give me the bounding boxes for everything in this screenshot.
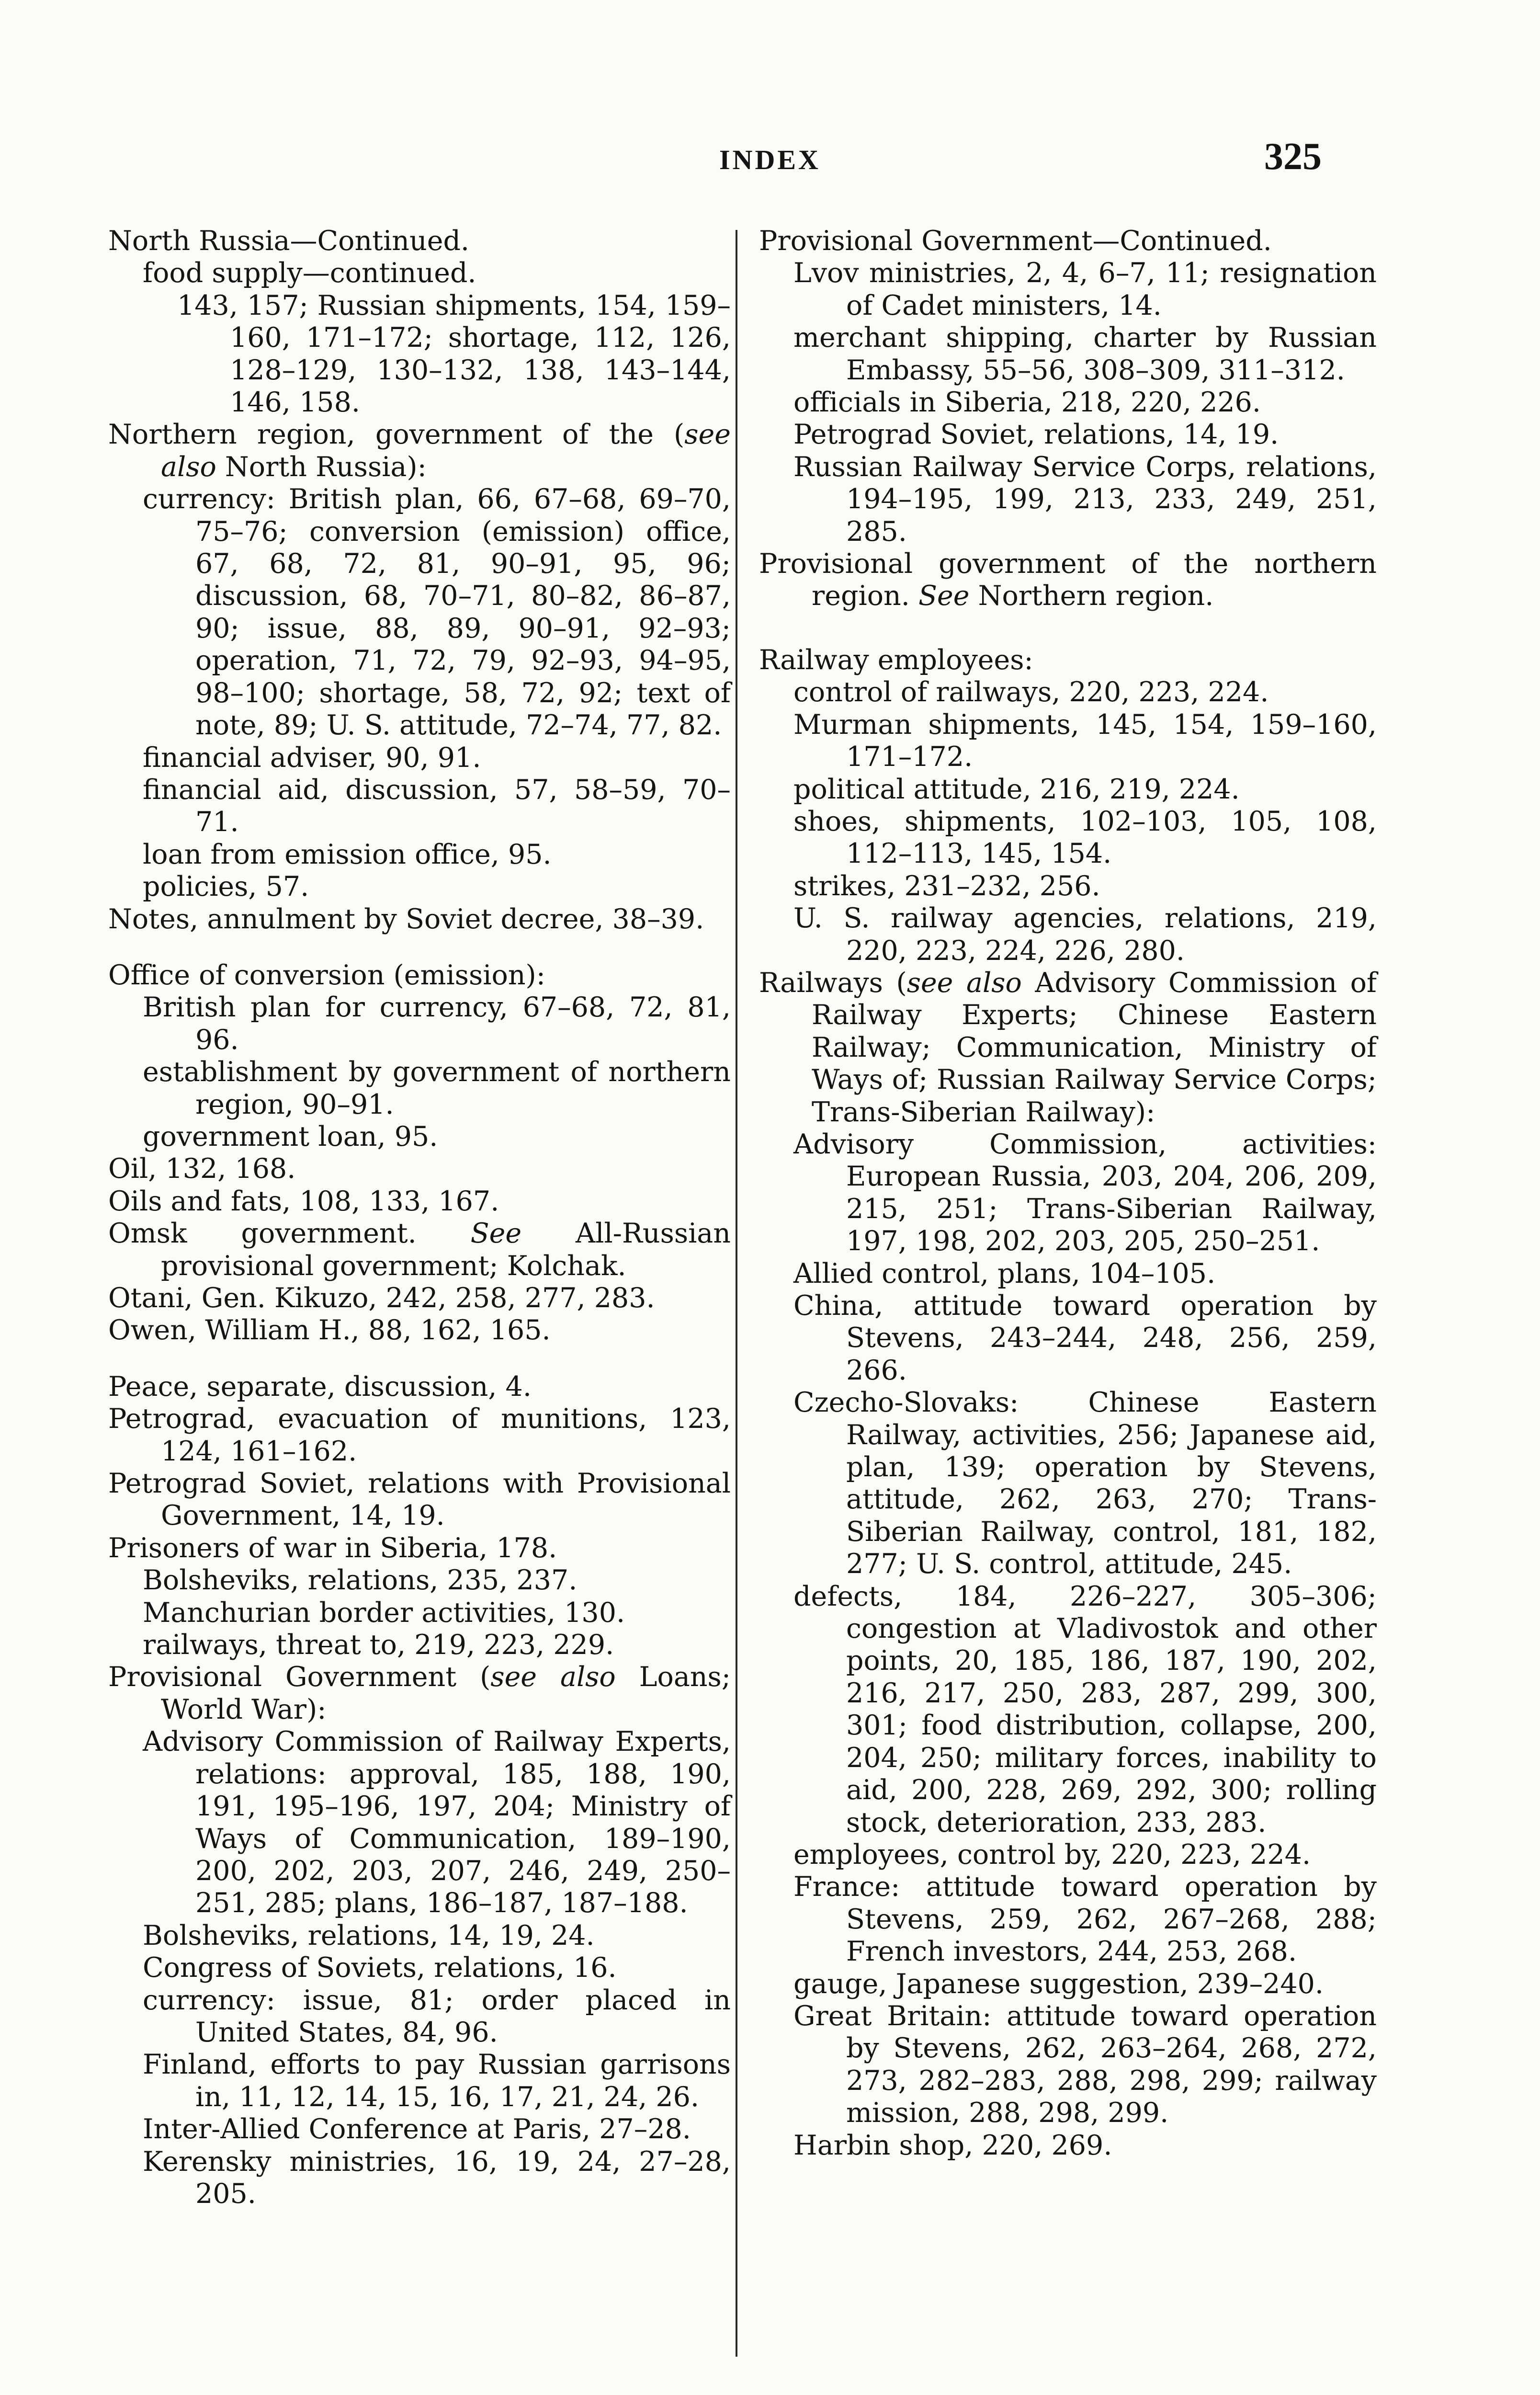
index-subentry: Congress of Soviets, relations, 16. [143,1952,617,1984]
index-subentry: China, attitude toward operation by Stevens, 243–244, 248, 256, 259, 266. [793,1290,1377,1386]
index-subentry: political attitude, 216, 219, 224. [793,773,1240,805]
index-subentry: Advisory Commission, activities: European Russia, 203, 204, 206, 209, 215, 251; Trans-Siberian Railway, 197, 198, 202, 203, 205, 250–251. [793,1128,1377,1257]
index-subentry: control of railways, 220, 223, 224. [793,676,1269,708]
index-entry: Railways (see also Advisory Commission of Railway Experts; Chinese Eastern Railway; Communication, Ministry of Ways of; Russian Railway Service Corps; Trans-Siberian Railway): [759,967,1377,1128]
index-subentry: Bolsheviks, relations, 14, 19, 24. [143,1919,595,1951]
index-subentry: Lvov ministries, 2, 4, 6–7, 11; resignation of Cadet ministers, 14. [793,257,1377,321]
index-entry: Prisoners of war in Siberia, 178. [108,1532,557,1564]
index-entry: North Russia—Continued. [108,225,470,257]
index-subentry: 143, 157; Russian shipments, 154, 159–160, 171–172; shortage, 112, 126, 128–129, 130–132, 138, 143–144, 146, 158. [177,289,731,419]
index-subentry: financial adviser, 90, 91. [143,741,481,774]
index-subentry: U. S. railway agencies, relations, 219, 220, 223, 224, 226, 280. [793,902,1377,967]
column-divider [736,230,737,2357]
index-column-right [759,225,1377,2162]
index-subentry: Bolsheviks, relations, 235, 237. [143,1564,578,1597]
index-subentry: officials in Siberia, 218, 220, 226. [793,387,1261,419]
index-subentry: Petrograd Soviet, relations, 14, 19. [793,419,1279,451]
index-entry: Oils and fats, 108, 133, 167. [108,1185,499,1217]
index-subentry: defects, 184, 226–227, 305–306; congestion at Vladivostok and other points, 20, 185, 186, 187, 190, 202, 216, 217, 250, 283, 287, 299, 300, 301; food distribution, collapse, 200, 204, 250; military forces, inability to aid, 200, 228, 269, 292, 300; rolling stock, deterioration, 233, 283. [793,1580,1377,1838]
index-entry: Oil, 132, 168. [108,1153,296,1185]
index-entry: Provisional Government—Continued. [759,225,1272,257]
index-entry: Petrograd, evacuation of munitions, 123, 124, 161–162. [108,1403,731,1467]
index-subentry: currency: issue, 81; order placed in United States, 84, 96. [143,1984,731,2048]
index-subentry: Murman shipments, 145, 154, 159–160, 171–172. [793,708,1377,773]
index-subentry: strikes, 231–232, 256. [793,870,1100,902]
index-subentry: Manchurian border activities, 130. [143,1597,625,1629]
index-subentry: loan from emission office, 95. [143,838,552,870]
index-entry: Petrograd Soviet, relations with Provisional Government, 14, 19. [108,1468,731,1532]
index-subentry: Inter-Allied Conference at Paris, 27–28. [143,2113,691,2145]
index-subentry: Russian Railway Service Corps, relations, 194–195, 199, 213, 233, 249, 251, 285. [793,451,1377,547]
running-head-title: INDEX [719,144,821,175]
index-subentry: railways, threat to, 219, 223, 229. [143,1629,614,1661]
index-subentry: government loan, 95. [143,1120,438,1152]
index-subentry: establishment by government of northern region, 90–91. [143,1056,731,1120]
entry-spacer [108,1347,731,1371]
index-entry: Northern region, government of the (see also North Russia): [108,419,731,483]
index-entry: Omsk government. See All-Russian provisional government; Kolchak. [108,1218,731,1282]
index-subentry: financial aid, discussion, 57, 58–59, 70–71. [143,774,731,838]
index-subentry: France: attitude toward operation by Stevens, 259, 262, 267–268, 288; French investors, 244, 253, 268. [793,1871,1377,1968]
index-subentry: currency: British plan, 66, 67–68, 69–70, 75–76; conversion (emission) office, 67, 68, 72, 81, 90–91, 95, 96; discussion, 68, 70–71, 80–82, 86–87, 90; issue, 88, 89, 90–91, 92–93; operation, 71, 72, 79, 92–93, 94–95, 98–100; shortage, 58, 72, 92; text of note, 89; U. S. attitude, 72–74, 77, 82. [143,483,731,741]
index-subentry: Finland, efforts to pay Russian garrisons in, 11, 12, 14, 15, 16, 17, 21, 24, 26. [143,2049,731,2113]
index-subentry: Kerensky ministries, 16, 19, 24, 27–28, 205. [143,2145,731,2210]
index-subentry: shoes, shipments, 102–103, 105, 108, 112–113, 145, 154. [793,805,1377,870]
index-subentry: policies, 57. [143,871,309,903]
index-entry: Owen, William H., 88, 162, 165. [108,1314,551,1346]
index-entry: Office of conversion (emission): [108,959,545,991]
index-subentry: Great Britain: attitude toward operation by Stevens, 262, 263–264, 268, 272, 273, 282–283, 288, 298, 299; railway mission, 288, 298, 299. [793,2000,1377,2129]
index-subentry: Advisory Commission of Railway Experts, relations: approval, 185, 188, 190, 191, 195–196, 197, 204; Ministry of Ways of Communication, 189–190, 200, 202, 203, 207, 246, 249, 250–251, 285; plans, 186–187, 187–188. [143,1726,731,1919]
entry-spacer [759,613,1377,644]
index-subentry: Czecho-Slovaks: Chinese Eastern Railway, activities, 256; Japanese aid, plan, 139; operation by Stevens, attitude, 262, 263, 270; Trans-Siberian Railway, control, 181, 182, 277; U. S. control, attitude, 245. [793,1387,1377,1580]
entry-spacer [108,935,731,959]
index-subentry: Allied control, plans, 104–105. [793,1257,1216,1289]
index-subentry: British plan for currency, 67–68, 72, 81, 96. [143,992,731,1056]
index-entry: Notes, annulment by Soviet decree, 38–39. [108,903,704,935]
index-subentry: gauge, Japanese suggestion, 239–240. [793,1968,1324,2000]
index-subentry: Harbin shop, 220, 269. [793,2129,1112,2161]
index-entry: Otani, Gen. Kikuzo, 242, 258, 277, 283. [108,1282,655,1314]
index-column-left [108,225,731,2210]
index-entry: Railway employees: [759,644,1033,676]
index-subentry: merchant shipping, charter by Russian Embassy, 55–56, 308–309, 311–312. [793,322,1377,386]
index-subentry: employees, control by, 220, 223, 224. [793,1838,1311,1870]
index-entry: Peace, separate, discussion, 4. [108,1370,532,1403]
page-number: 325 [1264,136,1322,178]
index-entry: Provisional Government (see also Loans; World War): [108,1661,731,1725]
index-entry: Provisional government of the northern region. See Northern region. [759,548,1377,612]
index-subentry: food supply—continued. [143,257,476,289]
